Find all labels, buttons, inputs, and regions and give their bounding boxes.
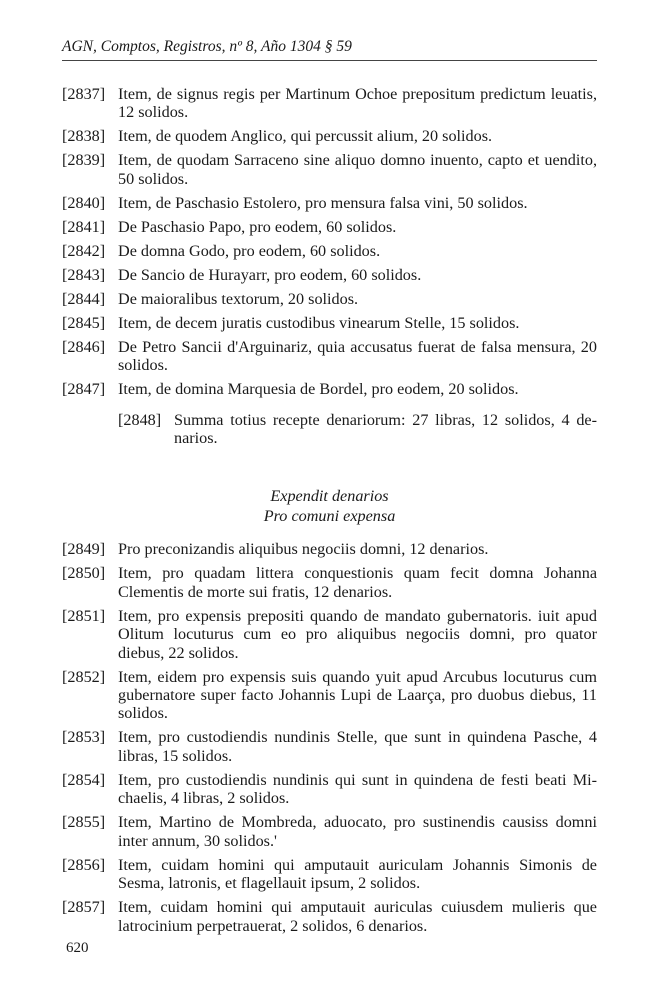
entry-number: [2846] xyxy=(62,337,106,356)
entry xyxy=(62,151,597,188)
entry-text: Item, de signus regis per Martinum Ochoe prepositum predictum leuatis, 12 solidos. xyxy=(118,85,597,122)
summa-entry xyxy=(118,411,597,448)
entry-text: Item, de decem juratis custodibus vinearum Stelle, 15 solidos. xyxy=(118,313,520,332)
entry-text: Item, pro quadam littera conquestionis quam fecit domna Johanna Clementis de morte sui fratis, 12 denarios. xyxy=(118,564,597,601)
entry-text: Item, de Paschasio Estolero, pro mensura falsa vini, 50 solidos. xyxy=(118,193,528,212)
entry-text: Item, cuidam homini qui amputauit auriculas cuiusdem mulieris que latrocinium perpetrauerat, 2 solidos, 6 denarios. xyxy=(118,898,597,935)
entry-text: De Sancio de Hurayarr, pro eodem, 60 solidos. xyxy=(118,265,422,284)
entries-receipts xyxy=(62,85,597,447)
entry xyxy=(62,290,597,308)
entry xyxy=(62,314,597,332)
entry-text: Item, de quodem Anglico, qui percussit alium, 20 solidos. xyxy=(118,127,493,146)
entry-number: [2850] xyxy=(62,564,106,583)
entry xyxy=(62,813,597,850)
entry xyxy=(62,194,597,212)
entry-number: [2854] xyxy=(62,770,106,789)
entry-number: [2842] xyxy=(62,241,106,260)
entry-text: De domna Godo, pro eodem, 60 solidos. xyxy=(118,241,381,260)
page-body xyxy=(62,38,597,941)
entry xyxy=(62,856,597,893)
entry xyxy=(62,564,597,601)
entry xyxy=(62,127,597,145)
entry-text: Item, de domina Marquesia de Bordel, pro eodem, 20 solidos. xyxy=(118,380,519,399)
entry-number: [2845] xyxy=(62,313,106,332)
entry xyxy=(62,668,597,723)
entry-text: Item, de quodam Sarraceno sine aliquo domno inuento, capto et uendito, 50 solidos. xyxy=(118,151,597,188)
section-heading: Expendit denarios xyxy=(270,487,389,506)
entry xyxy=(62,380,597,398)
entry xyxy=(62,540,597,558)
entry-text: Summa totius recepte denariorum: 27 libras, 12 solidos, 4 denarios. xyxy=(174,410,597,448)
entry xyxy=(62,218,597,236)
entry-number: [2853] xyxy=(62,728,106,747)
entry-text: Item, Martino de Mombreda, aduocato, pro sustinendis causiss domni inter annum, 30 solidos.' xyxy=(118,813,597,850)
entry xyxy=(62,85,597,122)
page-number: 620 xyxy=(66,940,89,956)
entry-text: De Paschasio Papo, pro eodem, 60 solidos. xyxy=(118,217,397,236)
section-headings xyxy=(62,487,597,526)
entry-text: Item, cuidam homini qui amputauit auriculam Johannis Simonis de Sesma, latronis, et flagellauit ipsum, 2 solidos. xyxy=(118,855,597,893)
entry-number: [2841] xyxy=(62,217,106,236)
entry xyxy=(62,898,597,935)
entry-number: [2852] xyxy=(62,667,106,686)
entry xyxy=(62,266,597,284)
entry xyxy=(62,338,597,375)
entry-text: De Petro Sancii d'Arguinariz, quia accusatus fuerat de falsa mensura, 20 solidos. xyxy=(118,337,597,375)
entry-text: Item, pro custodiendis nundinis Stelle, que sunt in quindena Pasche, 4 libras, 15 solidos. xyxy=(118,728,597,765)
entry xyxy=(62,728,597,765)
entry-number: [2849] xyxy=(62,540,106,559)
entry xyxy=(62,242,597,260)
entry xyxy=(62,771,597,808)
entry-number: [2844] xyxy=(62,289,106,308)
entry-number: [2857] xyxy=(62,898,106,917)
entries-expenses xyxy=(62,540,597,934)
entry-text: Pro preconizandis aliquibus negociis domni, 12 denarios. xyxy=(118,540,489,559)
entry-number: [2840] xyxy=(62,193,106,212)
running-head: AGN, Comptos, Registros, nº 8, Año 1304 § 59 xyxy=(62,38,597,61)
entry-number: [2839] xyxy=(62,151,106,170)
entry-number: [2851] xyxy=(62,606,106,625)
entry-number: [2856] xyxy=(62,855,106,874)
entry-text: De maioralibus textorum, 20 solidos. xyxy=(118,289,359,308)
entry-text: Item, eidem pro expensis suis quando yuit apud Arcubus locuturus cum gubernatore super facto Johannis Lupi de Laarça, pro duobus diebus, 11 solidos. xyxy=(118,667,597,723)
entry-text: Item, pro expensis prepositi quando de mandato gubernatoris. iuit apud Olitum locuturus cum eo pro aliquibus negociis domni, pro quator diebus, 22 solidos. xyxy=(118,606,597,662)
entry xyxy=(62,607,597,662)
entry-number: [2843] xyxy=(62,265,106,284)
entry-number: [2847] xyxy=(62,380,106,399)
entry-text: Item, pro custodiendis nundinis qui sunt in quindena de festi beati Michaelis, 4 libras, 2 solidos. xyxy=(118,770,597,808)
entry-number: [2837] xyxy=(62,85,106,103)
entry-number: [2848] xyxy=(118,410,162,429)
section-subheading: Pro comuni expensa xyxy=(263,506,396,525)
entry-number: [2855] xyxy=(62,813,106,832)
entry-number: [2838] xyxy=(62,127,106,146)
